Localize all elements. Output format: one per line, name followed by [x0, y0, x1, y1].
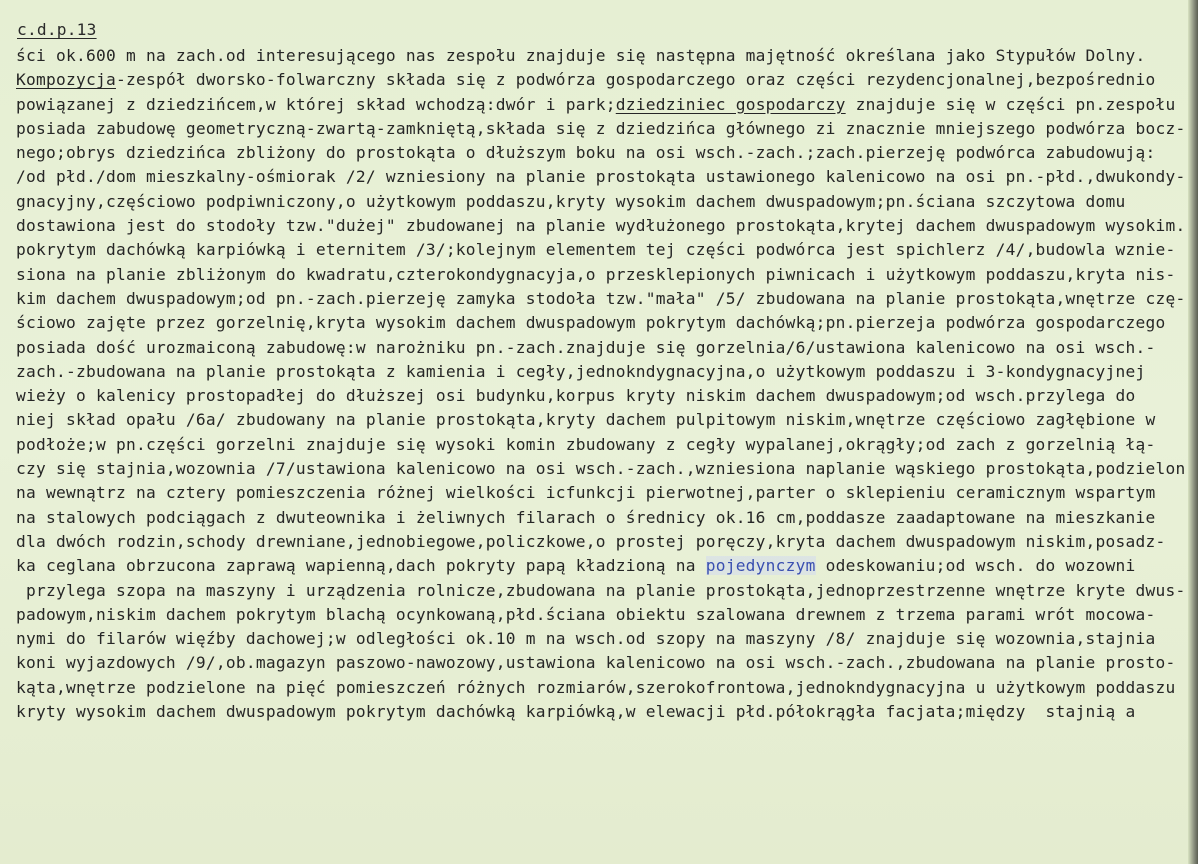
text-run: odeskowaniu;od wsch. do wozowni — [815, 556, 1136, 576]
text-line: pokrytym dachówką karpiówką i eternitem /3/;kolejnym elementem tej części podwórca jest spichlerz /4/,budowla wznie- — [16, 240, 1176, 260]
text-run: ka ceglana obrzucona zaprawą wapienną,dach pokryty papą kładzioną na — [16, 556, 706, 576]
text-line: nymi do filarów więźby dachowej;w odległości ok.10 m na wsch.od szopy na maszyny /8/ znajduje się wozownia,stajnia — [16, 629, 1156, 649]
page-reference: c.d.p.13 — [17, 20, 97, 39]
document-body — [16, 44, 1192, 724]
text-line: posiada dość urozmaiconą zabudowę:w narożniku pn.-zach.znajduje się gorzelnia/6/ustawiona kalenicowo na osi wsch.- — [16, 337, 1156, 357]
text-line: siona na planie zbliżonym do kwadratu,czterokondygnacyja,o przesklepionych piwnicach i użytkowym poddaszu,kryta nis- — [16, 264, 1176, 284]
underlined-heading: dziedziniec gospodarczy — [615, 94, 846, 114]
text-line: ści ok.600 m na zach.od interesującego nas zespołu znajduje się następna majętność określana jako Stypułów Dolny. — [16, 46, 1146, 65]
highlighted-word: pojedynczym — [705, 556, 816, 576]
text-line: nego;obrys dziedzińca zbliżony do prostokąta o dłuższym boku na osi wsch.-zach.;zach.pierzeję podwórca zabudowują: — [16, 143, 1156, 163]
text-run: powiązanej z dziedzińcem,w której skład wchodzą:dwór i park; — [16, 94, 616, 114]
text-line: ściowo zajęte przez gorzelnię,kryta wysokim dachem dwuspadowym pokrytym dachówką;pn.pierzeja podwórza gospodarczego — [16, 313, 1166, 333]
text-line: przylega szopa na maszyny i urządzenia rolnicze,zbudowana na planie prostokąta,jednoprzestrzenne wnętrze kryte dwus- — [16, 580, 1186, 600]
text-line: padowym,niskim dachem pokrytym blachą ocynkowaną,płd.ściana obiektu szalowana drewnem z trzema parami wrót mocowa- — [16, 604, 1156, 624]
text-line: koni wyjazdowych /9/,ob.magazyn paszowo-nawozowy,ustawiona kalenicowo na osi wsch.-zach.,zbudowana na planie prosto- — [16, 653, 1176, 673]
text-line: podłoże;w pn.części gorzelni znajduje się wysoki komin zbudowany z cegły wypalanej,okrągły;od zach z gorzelnią łą- — [16, 434, 1156, 454]
text-line: zach.-zbudowana na planie prostokąta z kamienia i cegły,jednokndygnacyjna,o użytkowym poddaszu i 3-kondygnacyjnej — [16, 361, 1146, 381]
text-run: -zespół dworsko-folwarczny składa się z podwórza gospodarczego oraz części rezydencjonalnej,bezpośrednio — [115, 70, 1156, 90]
text-line: gnacyjny,częściowo podpiwniczony,o użytkowym poddaszu,kryty wysokim dachem dwuspadowym;pn.ściana szczytowa domu — [16, 191, 1126, 211]
text-line: niej skład opału /6a/ zbudowany na planie prostokąta,kryty dachem pulpitowym niskim,wnętrze częściowo zagłębione w — [16, 410, 1156, 430]
text-line: czy się stajnia,wozownia /7/ustawiona kalenicowo na osi wsch.-zach.,wzniesiona naplanie wąskiego prostokąta,podzielon — [16, 459, 1186, 479]
text-line: kąta,wnętrze podzielone na pięć pomieszczeń różnych rozmiarów,szerokofrontowa,jednokndygnacyjna u użytkowym poddaszu — [16, 677, 1176, 697]
text-line: wieży o kalenicy prostopadłej do dłuższej osi budynku,korpus kryty niskim dachem dwuspadowym;od wsch.przylega do — [16, 386, 1136, 406]
text-line: kryty wysokim dachem dwuspadowym pokrytym dachówką karpiówką,w elewacji płd.półokrągła facjata;między stajnią a — [16, 702, 1136, 722]
text-line — [16, 93, 1192, 117]
text-line: dostawiona jest do stodoły tzw."dużej" zbudowanej na planie wydłużonego prostokąta,krytej dachem dwuspadowym wysokim. — [16, 216, 1186, 236]
text-line: na wewnątrz na cztery pomieszczenia różnej wielkości icfunkcji pierwotnej,parter o sklepieniu ceramicznym wspartym — [16, 483, 1156, 503]
text-line: /od płd./dom mieszkalny-ośmiorak /2/ wzniesiony na planie prostokąta ustawionego kalenicowo na osi pn.-płd.,dwukondy- — [16, 167, 1186, 187]
text-line: dla dwóch rodzin,schody drewniane,jednobiegowe,policzkowe,o prostej poręczy,kryta dachem dwuspadowym niskim,posadz- — [16, 531, 1166, 551]
text-line — [16, 554, 1192, 578]
text-line: kim dachem dwuspadowym;od pn.-zach.pierzeję zamyka stodoła tzw."mała" /5/ zbudowana na planie prostokąta,wnętrze czę- — [16, 288, 1186, 308]
text-line: posiada zabudowę geometryczną-zwartą-zamkniętą,składa się z dziedzińca głównego zi znacznie mniejszego podwórza bocz- — [16, 118, 1186, 138]
text-line — [16, 68, 1192, 92]
underlined-heading: Kompozycja — [16, 70, 116, 90]
text-line: na stalowych podciągach z dwuteownika i żeliwnych filarach o średnicy ok.16 cm,poddasze zaadaptowane na mieszkanie — [16, 507, 1156, 527]
text-run: znajduje się w części pn.zespołu — [845, 94, 1176, 114]
